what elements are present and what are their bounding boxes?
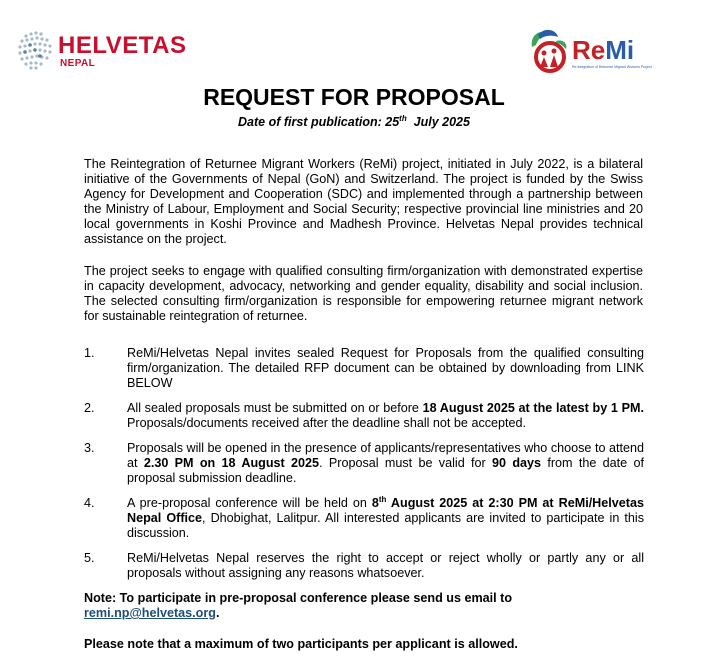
remi-wordmark-mi: Mi: [605, 35, 635, 65]
publication-date-suffix: July 2025: [406, 115, 470, 130]
publication-date-sup: th: [399, 114, 407, 123]
note-text: Note: To participate in pre-proposal conference please send us email to: [84, 591, 513, 605]
list-item-text: . Proposal must be valid for: [319, 456, 493, 470]
helvetas-wordmark: HELVETAS: [58, 32, 187, 59]
globe-icon: [16, 28, 60, 74]
remi-wordmark: [572, 35, 634, 66]
note-paragraph: [84, 591, 644, 621]
list-item: [84, 551, 644, 581]
rfp-conditions-list: [84, 346, 644, 591]
validity-period: 90 days: [492, 456, 542, 470]
list-item-text: , Dhobighat, Lalitpur. All interested applicants are invited to participate in this discussion.: [127, 511, 644, 540]
intro-paragraph-2: The project seeks to engage with qualified consulting firm/organization with demonstrated expertise in capacity development, advocacy, networking and gender equality, disability and social inclusion. The selected consulting firm/organization is responsible for empowering returnee migrant network for sustainable reintegration of returnee.: [84, 264, 643, 323]
intro-paragraph-1: The Reintegration of Returnee Migrant Workers (ReMi) project, initiated in July 2022, is a bilateral initiative of the Governments of Nepal (GoN) and Switzerland. The project is funded by the Swiss Agency for Development and Cooperation (SDC) and implemented through a partnership between the Ministry of Labour, Employment and Social Security; respective provincial line ministries and 20 local governments in Koshi Province and Madhesh Province. Helvetas Nepal provides technical assistance on the project.: [84, 157, 643, 246]
helvetas-nepal-label: NEPAL: [60, 58, 96, 69]
list-item-text: ReMi/Helvetas Nepal invites sealed Request for Proposals from the qualified consulting firm/organization. The detailed RFP document can be obtained by downloading from LINK BELOW: [127, 346, 644, 390]
list-item-number: 4.: [84, 496, 95, 510]
helvetas-logo: [16, 28, 186, 74]
note-end: .: [215, 606, 220, 620]
email-link[interactable]: remi.np@helvetas.org: [84, 606, 216, 620]
remi-wordmark-re: Re: [572, 35, 606, 65]
publication-date: [0, 114, 708, 129]
list-item-text: Proposals/documents received after the deadline shall not be accepted.: [127, 416, 527, 430]
list-item-text: A pre-proposal conference will be held on: [127, 496, 372, 510]
conference-day: 8: [371, 496, 379, 510]
page-title: REQUEST FOR PROPOSAL: [203, 84, 505, 110]
publication-date-prefix: Date of first publication: 25: [238, 115, 400, 130]
list-item-text: from the date of proposal submission deadline.: [127, 456, 644, 485]
opening-time: 2.30 PM on 18 August 2025: [143, 456, 320, 470]
list-item-text: All sealed proposals must be submitted on or before: [127, 401, 423, 415]
list-item: [84, 346, 644, 391]
remi-emblem-icon: [526, 27, 574, 75]
list-item-number: 3.: [84, 441, 95, 455]
list-item: [84, 441, 644, 486]
list-item-number: 5.: [84, 551, 95, 565]
participant-limit-note: Please note that a maximum of two participants per applicant is allowed.: [84, 637, 518, 651]
list-item-number: 2.: [84, 401, 95, 415]
list-item-number: 1.: [84, 346, 95, 360]
list-item-text: ReMi/Helvetas Nepal reserves the right to accept or reject wholly or partly any or all proposals without assigning any reasons whatsoever.: [127, 551, 644, 580]
submission-deadline: 18 August 2025 at the latest by 1 PM.: [422, 401, 644, 415]
list-item: [84, 496, 644, 541]
conference-day-sup: th: [378, 494, 387, 504]
remi-tagline: Re-integration of Returnee Migrant Workers Project: [572, 65, 652, 69]
conference-details: August 2025 at 2:30 PM at ReMi/Helvetas Nepal Office: [127, 496, 644, 525]
list-item-text: Proposals will be opened in the presence of applicants/representatives who choose to attend at: [127, 441, 644, 470]
remi-logo: [526, 27, 650, 75]
list-item: [84, 401, 644, 431]
